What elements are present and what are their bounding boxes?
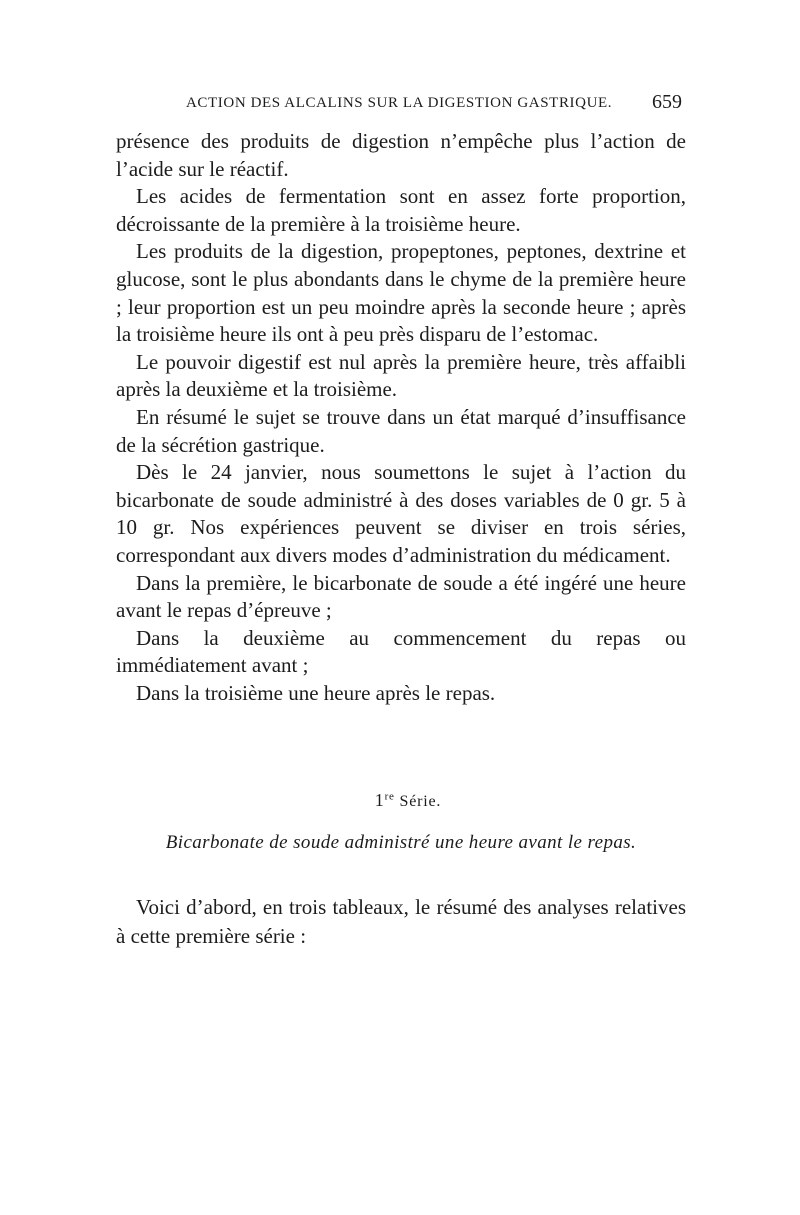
page-number: 659 (652, 91, 682, 113)
section-label: Série. (399, 793, 442, 810)
paragraph-continuation: présence des produits de digestion n’empêche plus l’action de l’acide sur le réactif. (116, 129, 686, 181)
paragraph-third-series: Dans la troisième une heure après le repas. (136, 680, 496, 705)
paragraph-first-series: Dans la première, le bicarbonate de soude a été ingéré une heure avant le repas d’épreuve ; (116, 570, 686, 623)
paragraph-digestion-products: Les produits de la digestion, propeptones, peptones, dextrine et glucose, sont le plus abondants dans le chyme de la première heure ; leur proportion est un peu moindre après la seconde heure ; après la troisième heure ils ont à peu près disparu de l’estomac. (116, 239, 686, 347)
running-head (186, 93, 682, 117)
intro-paragraph: Voici d’abord, en trois tableaux, le résumé des analyses relatives à cette première série : (116, 895, 686, 948)
paragraph-bicarbonate-protocol: Dès le 24 janvier, nous soumettons le sujet à l’action du bicarbonate de soude administré à des doses variables de 0 gr. 5 à 10 gr. Nos expériences peuvent se diviser en trois séries, correspondant aux divers modes d’administration du médicament. (116, 460, 686, 567)
running-head-title: ACTION DES ALCALINS SUR LA DIGESTION GASTRIQUE. (186, 95, 613, 111)
section-number: 1 (374, 790, 385, 810)
section-number-superscript: re (384, 790, 395, 803)
body-text (116, 128, 686, 707)
paragraph-digestive-power: Le pouvoir digestif est nul après la première heure, très affaibli après la deuxième et la troisième. (116, 349, 686, 402)
section-heading (0, 790, 800, 811)
section-subtitle: Bicarbonate de soude administré une heure avant le repas. (165, 832, 637, 853)
paragraph-summary: En résumé le sujet se trouve dans un état marqué d’insuffisance de la sécrétion gastrique. (116, 404, 686, 457)
paragraph-second-series: Dans la deuxième au commencement du repas ou immédiatement avant ; (116, 625, 686, 678)
paragraph-fermentation-acids: Les acides de fermentation sont en assez forte proportion, décroissante de la première à la troisième heure. (116, 184, 686, 236)
